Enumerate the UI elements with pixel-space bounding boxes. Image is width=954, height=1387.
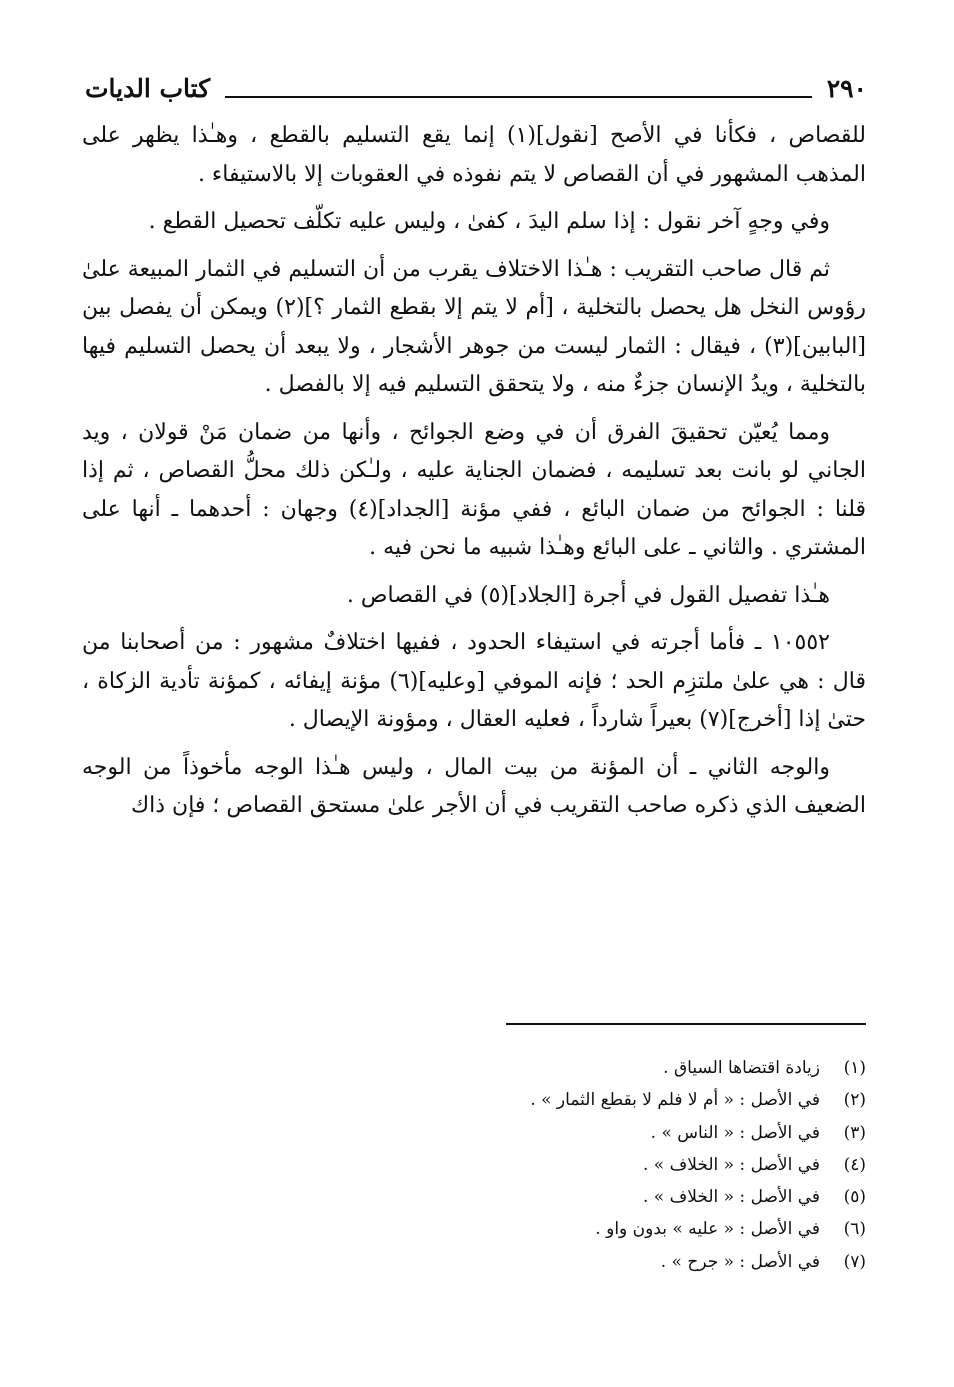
page-number: ٢٩٠ bbox=[826, 74, 867, 103]
footnote-number: (٢) bbox=[843, 1090, 866, 1111]
main-text bbox=[82, 117, 866, 835]
paragraph: هـٰذا تفصيل القول في أجرة [الجلاد](٥) في القصاص . bbox=[346, 582, 830, 608]
footnote bbox=[300, 1213, 866, 1245]
footnote-text: زيادة اقتضاها السياق . bbox=[663, 1058, 820, 1078]
footnote bbox=[300, 1246, 866, 1278]
paragraph: والوجه الثاني ـ أن المؤنة من بيت المال ، وليس هـٰذا الوجه مأخوذاً من الوجه الضعيف الذي ذكره صاحب التقريب في أن الأجر علىٰ مستحق القصاص ؛ فإن ذاك bbox=[82, 754, 866, 818]
footnote-separator bbox=[506, 1023, 866, 1025]
footnote-text: في الأصل : « جرح » . bbox=[660, 1251, 820, 1272]
numbered-paragraph: ١٠٥٥٢ ـ فأما أجرته في استيفاء الحدود ، ففيها اختلافٌ مشهور : من أصحابنا من قال : هي علىٰ ملتزِم الحد ؛ فإنه الموفي [وعليه](٦) مؤنة إيفائه ، كمؤنة تأدية الزكاة ، حتىٰ إذا [أخرج](٧) بعيراً شارداً ، فعليه العقال ، ومؤونة الإيصال . bbox=[82, 630, 866, 732]
paragraph: ومما يُعيّن تحقيقَ الفرق أن في وضع الجوائح ، وأنها من ضمان مَنْ قولان ، ويد الجاني لو بانت بعد تسليمه ، فضمان الجناية عليه ، ولـٰكن ذلك محلُّ القصاص ، ثم إذا قلنا : الجوائح من ضمان البائع ، ففي مؤنة [الجداد](٤) وجهان : أحدهما ـ أنها على المشتري . والثاني ـ على البائع وهـٰذا شبيه ما نحن فيه . bbox=[82, 419, 867, 560]
footnote-text: في الأصل : « أم لا فلم لا بقطع الثمار » . bbox=[530, 1090, 820, 1111]
footnote bbox=[300, 1052, 866, 1084]
footnote bbox=[300, 1117, 866, 1149]
footnote bbox=[300, 1149, 866, 1181]
footnote-text: في الأصل : « الناس » . bbox=[650, 1122, 820, 1143]
footnote-number: (٧) bbox=[843, 1251, 866, 1272]
header-rule bbox=[225, 96, 812, 98]
footnote-text: في الأصل : « الخلاف » . bbox=[642, 1187, 820, 1208]
footnotes bbox=[300, 1052, 866, 1278]
footnote-number: (٣) bbox=[843, 1122, 866, 1143]
running-title: كتاب الديات bbox=[85, 74, 211, 103]
footnote-text: في الأصل : « الخلاف » . bbox=[642, 1154, 820, 1175]
paragraph: ثم قال صاحب التقريب : هـٰذا الاختلاف يقرب من أن التسليم في الثمار المبيعة علىٰ رؤوس النخل هل يحصل بالتخلية ، [أم لا يتم إلا بقطع الثمار ؟](٢) ويمكن أن يفصل بين [البابين](٣) ، فيقال : الثمار ليست من جوهر الأشجار ، ولا يبعد أن يحصل التسليم فيها بالتخلية ، ويدُ الإنسان جزءٌ منه ، ولا يتحقق التسليم فيه إلا بالفصل . bbox=[82, 256, 866, 397]
footnote-number: (٥) bbox=[843, 1187, 866, 1208]
footnote-number: (٤) bbox=[843, 1154, 866, 1175]
paragraph: وفي وجهٍ آخر نقول : إذا سلم اليدَ ، كفىٰ ، وليس عليه تكلّف تحصيل القطع . bbox=[148, 209, 830, 234]
footnote bbox=[300, 1181, 866, 1213]
footnote-text: في الأصل : « عليه » بدون واو . bbox=[595, 1219, 820, 1240]
footnote bbox=[300, 1084, 866, 1116]
page-header bbox=[85, 68, 867, 108]
paragraph: للقصاص ، فكأنا في الأصح [نقول](١) إنما يقع التسليم بالقطع ، وهـٰذا يظهر على المذهب المشهور في أن القصاص لا يتم نفوذه في العقوبات إلا بالاستيفاء . bbox=[82, 123, 866, 187]
footnote-number: (١) bbox=[843, 1058, 866, 1078]
footnote-number: (٦) bbox=[843, 1219, 866, 1240]
